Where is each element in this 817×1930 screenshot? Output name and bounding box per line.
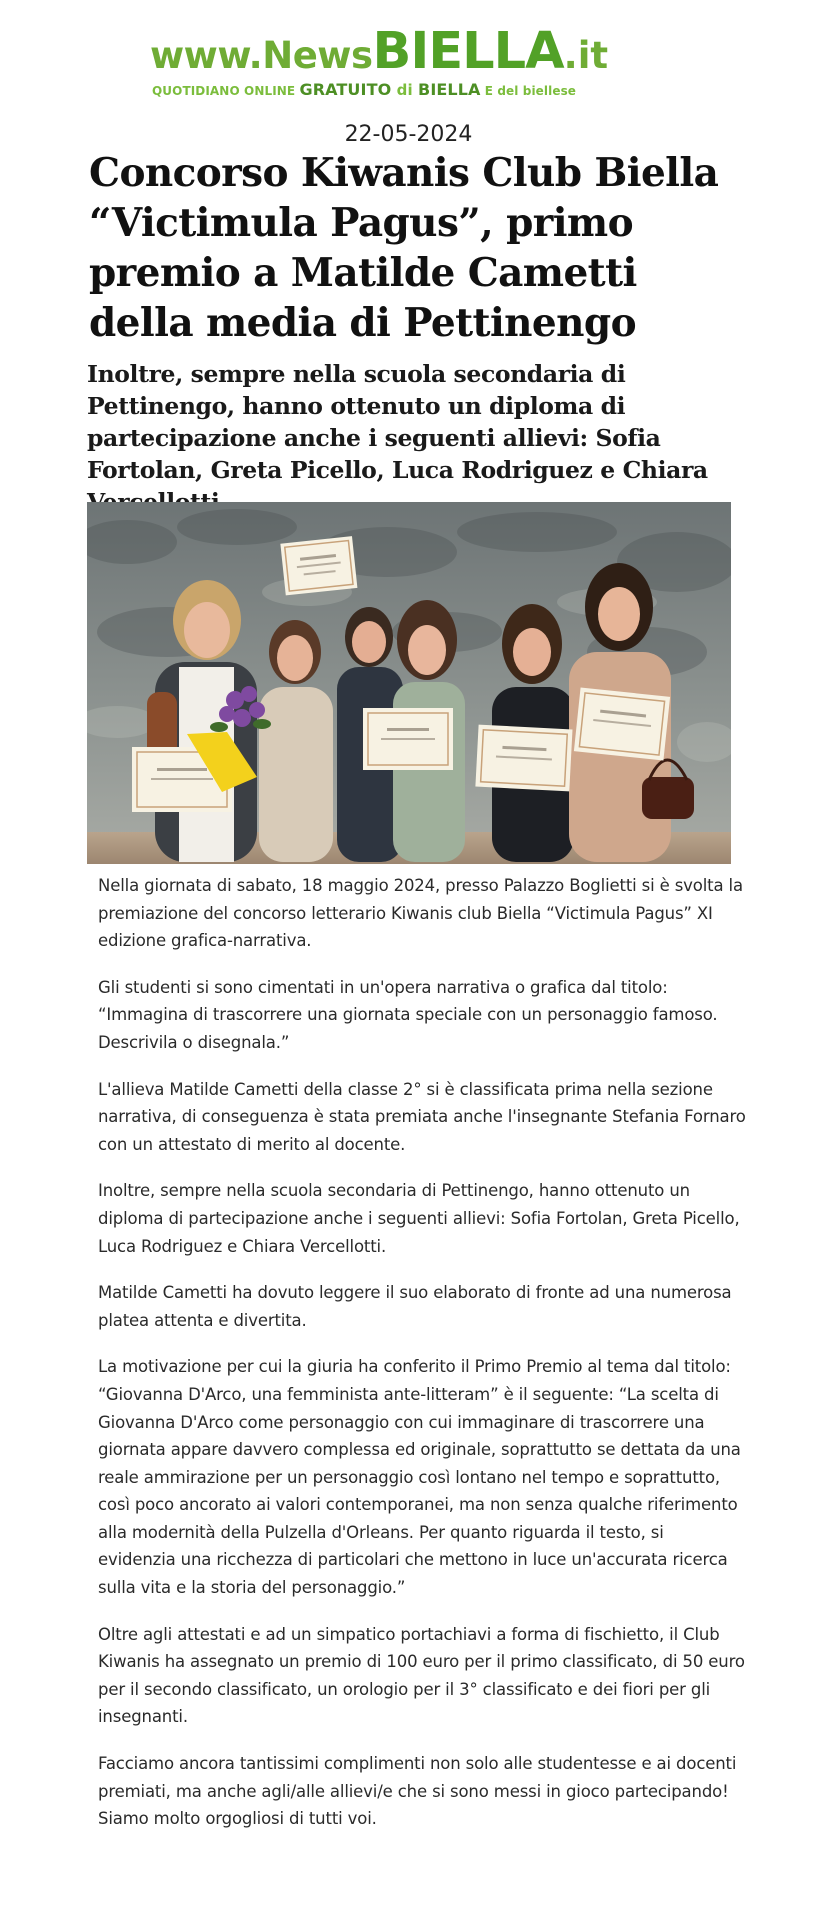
article-body bbox=[98, 872, 746, 1833]
article-photo bbox=[87, 502, 731, 864]
body-paragraph-4: Inoltre, sempre nella scuola secondaria di Pettinengo, hanno ottenuto un diploma di partecipazione anche i seguenti allievi: Sofia Fortolan, Greta Picello, Luca Rodriguez e Chiara Vercellotti. bbox=[98, 1181, 740, 1256]
logo-it: .it bbox=[563, 34, 609, 77]
body-paragraph-2: Gli studenti si sono cimentati in un'opera narrativa o grafica dal titolo: “Immagina di trascorrere una giornata speciale con un personaggio famoso. Descrivila o disegnala.” bbox=[98, 977, 718, 1052]
logo-tag-5: E del biellese bbox=[480, 84, 577, 98]
logo-tagline bbox=[152, 80, 576, 99]
logo-tag-1: QUOTIDIANO ONLINE bbox=[152, 84, 300, 98]
logo-tag-3: di bbox=[391, 81, 419, 99]
body-paragraph-1: Nella giornata di sabato, 18 maggio 2024, presso Palazzo Boglietti si è svolta la premiazione del concorso letterario Kiwanis club Biella “Victimula Pagus” XI edizione grafica-narrativa. bbox=[98, 876, 743, 951]
logo-tag-4: BIELLA bbox=[418, 80, 481, 99]
logo-www: www. bbox=[150, 34, 263, 77]
logo-tag-2: GRATUITO bbox=[299, 80, 392, 99]
article-title: Concorso Kiwanis Club Biella “Victimula Pagus”, primo premio a Matilde Cametti della media di Pettinengo bbox=[89, 150, 719, 346]
body-paragraph-3: L'allieva Matilde Cametti della classe 2° si è classificata prima nella sezione narrativa, di conseguenza è stata premiata anche l'insegnante Stefania Fornaro con un attestato di merito al docente. bbox=[98, 1079, 746, 1154]
body-paragraph-7: Oltre agli attestati e ad un simpatico portachiavi a forma di fischietto, il Club Kiwanis ha assegnato un premio di 100 euro per il primo classificato, di 50 euro per il secondo classificato, un orologio per il 3° classificato e dei fiori per gli insegnanti. bbox=[98, 1624, 745, 1727]
logo-news: News bbox=[262, 34, 373, 77]
logo-wordmark bbox=[150, 22, 609, 81]
logo-biella: BIELLA bbox=[372, 22, 564, 81]
article-date: 22-05-2024 bbox=[344, 122, 473, 147]
newsbiella-logo[interactable] bbox=[150, 22, 640, 106]
body-paragraph-8: Facciamo ancora tantissimi complimenti non solo alle studentesse e ai docenti premiati, ma anche agli/alle allievi/e che si sono messi in gioco partecipando! Siamo molto orgogliosi di tutti voi. bbox=[98, 1754, 737, 1829]
article-subtitle: Inoltre, sempre nella scuola secondaria di Pettinengo, hanno ottenuto un diploma di partecipazione anche i seguenti allievi: Sofia Fortolan, Greta Picello, Luca Rodriguez e Chiara bbox=[87, 360, 708, 484]
body-paragraph-5: Matilde Cametti ha dovuto leggere il suo elaborato di fronte ad una numerosa platea attenta e divertita. bbox=[98, 1283, 732, 1330]
body-paragraph-6: La motivazione per cui la giuria ha conferito il Primo Premio al tema dal titolo: “Giovanna D'Arco, una femminista ante-litteram” è il seguente: “La scelta di Giovanna D'Arco come personaggio con cui immaginare di trascorrere una giornata appare davvero complessa ed originale, soprattutto se dettata da una reale ammirazione per un personaggio così lontano nel tempo e soprattutto, così poco ancorato ai valori contemporanei, ma non senza qualche riferimento alla modernità della Pulzella d'Orleans. Per quanto riguarda il testo, si evidenzia una ricchezza di particolari che mettono in luce un'accurata ricerca sulla vita e la storia del personaggio.” bbox=[98, 1357, 741, 1598]
